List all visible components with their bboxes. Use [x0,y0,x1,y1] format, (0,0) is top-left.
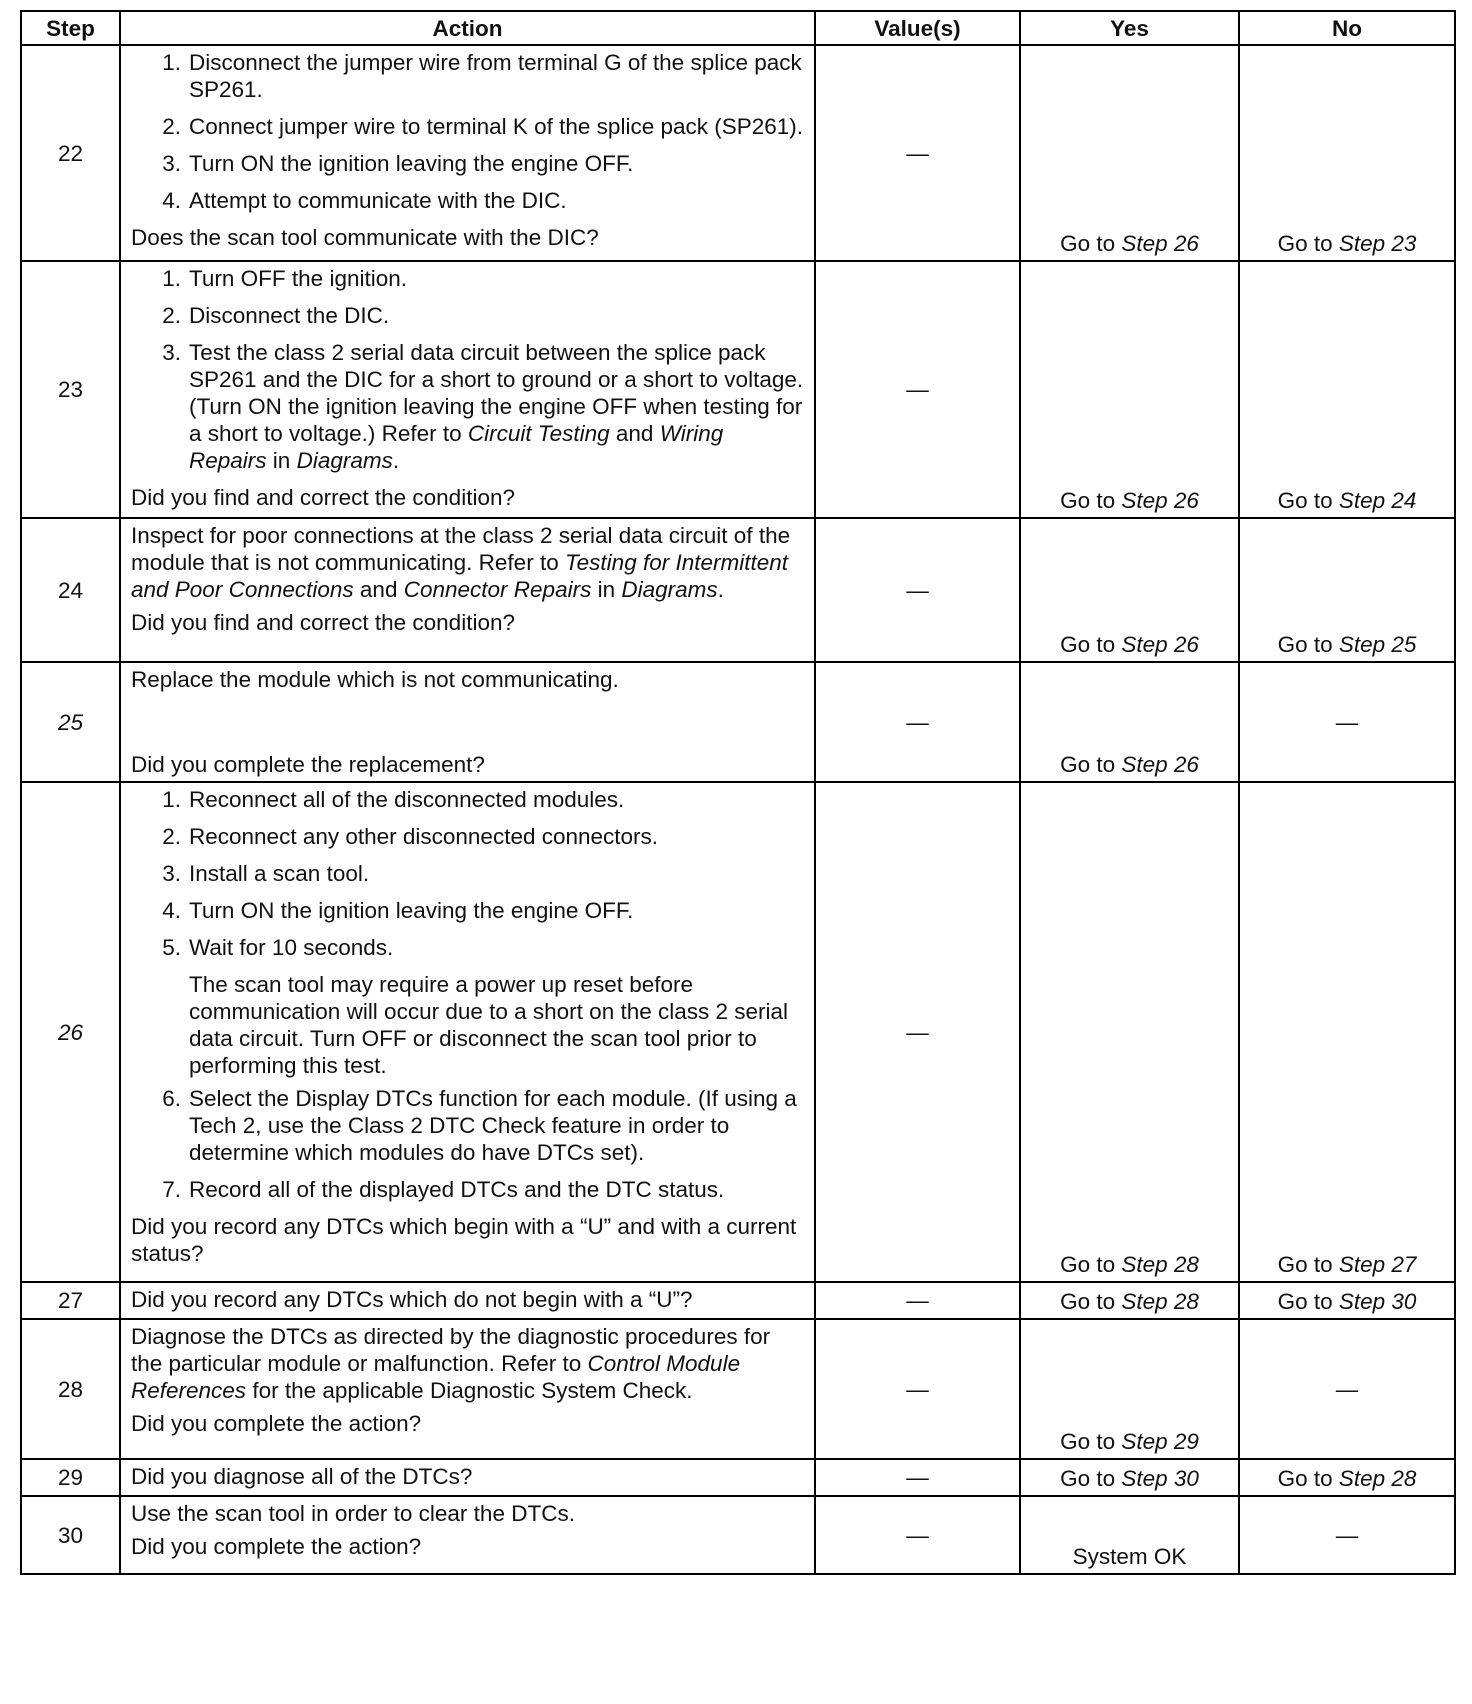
action-text: Inspect for poor connections at the class 2 serial data circuit of the module that is not communicating. Refer to Testing for Intermittent and Poor Connections and Connector Repairs in Diagrams. [131,523,791,602]
list-item: 5. Wait for 10 seconds. [162,935,394,960]
action-text: Replace the module which is not communicating. [131,667,619,692]
table-row [21,45,1455,261]
action-list [131,1085,806,1203]
list-item: 6. Select the Display DTCs function for each module. (If using a Tech 2, use the Class 2 DTC Check feature in order to determine which modules do have DTCs set). [162,1086,797,1165]
yes-cell: Go to Step 26 [1020,261,1239,518]
value-cell: — [815,1496,1020,1574]
yes-cell: Go to Step 29 [1020,1319,1239,1459]
step-number: 23 [21,261,120,518]
list-item: 2. Disconnect the DIC. [162,303,390,328]
action-list [131,786,806,961]
action-cell [120,1496,815,1574]
value-cell: — [815,518,1020,662]
table-row [21,261,1455,518]
step-number: 22 [21,45,120,261]
value-cell: — [815,782,1020,1282]
list-item: 3. Install a scan tool. [162,861,370,886]
step-number: 27 [21,1282,120,1319]
question-text: Did you diagnose all of the DTCs? [131,1464,473,1489]
no-cell: Go to Step 28 [1239,1459,1455,1496]
question-text: Did you record any DTCs which begin with a “U” and with a current status? [131,1214,797,1266]
value-cell: — [815,261,1020,518]
yes-cell: System OK [1020,1496,1239,1574]
header-no: No [1239,11,1455,45]
header-values: Value(s) [815,11,1020,45]
action-cell [120,1319,815,1459]
step-number: 24 [21,518,120,662]
list-item: 2. Connect jumper wire to terminal K of the splice pack (SP261). [162,114,804,139]
table-row [21,1282,1455,1319]
step-number: 28 [21,1319,120,1459]
no-cell: — [1239,1496,1455,1574]
list-item: 3. Test the class 2 serial data circuit between the splice pack SP261 and the DIC for a short to ground or a short to voltage. (Turn ON the ignition leaving the engine OFF when testing for a short to voltage.) Refer to Circuit Testing and Wiring Repairs in Diagrams. [162,340,804,473]
question-text: Did you complete the action? [131,1411,422,1436]
table-row [21,518,1455,662]
value-cell: — [815,662,1020,782]
action-cell [120,1459,815,1496]
diagnostic-table [20,10,1456,1575]
value-cell: — [815,45,1020,261]
header-yes: Yes [1020,11,1239,45]
action-cell [120,1282,815,1319]
list-item: 3. Turn ON the ignition leaving the engine OFF. [162,151,634,176]
question-text: Did you complete the action? [131,1534,422,1559]
step-number: 26 [21,782,120,1282]
no-cell: Go to Step 23 [1239,45,1455,261]
list-item: 4. Attempt to communicate with the DIC. [162,188,567,213]
value-cell: — [815,1282,1020,1319]
header-action: Action [120,11,815,45]
action-text: Use the scan tool in order to clear the DTCs. [131,1501,575,1526]
table-row [21,1319,1455,1459]
no-cell: Go to Step 24 [1239,261,1455,518]
list-item: 2. Reconnect any other disconnected connectors. [162,824,659,849]
list-item: 1. Disconnect the jumper wire from terminal G of the splice pack SP261. [162,50,802,102]
step-number: 29 [21,1459,120,1496]
no-cell: Go to Step 27 [1239,782,1455,1282]
action-list [131,49,806,214]
yes-cell: Go to Step 26 [1020,662,1239,782]
header-step: Step [21,11,120,45]
no-cell: — [1239,1319,1455,1459]
value-cell: — [815,1319,1020,1459]
yes-cell: Go to Step 28 [1020,1282,1239,1319]
no-cell: — [1239,662,1455,782]
action-list [131,265,806,474]
table-row [21,1459,1455,1496]
list-item: 1. Reconnect all of the disconnected modules. [162,787,625,812]
question-text: Did you complete the replacement? [131,752,485,777]
list-item: 4. Turn ON the ignition leaving the engine OFF. [162,898,634,923]
table-row [21,1496,1455,1574]
action-cell [120,662,815,782]
question-text: Did you find and correct the condition? [131,485,515,510]
list-item: 7. Record all of the displayed DTCs and the DTC status. [162,1177,725,1202]
action-cell [120,782,815,1282]
table-row [21,782,1455,1282]
yes-cell: Go to Step 28 [1020,782,1239,1282]
step-number: 30 [21,1496,120,1574]
action-text: Diagnose the DTCs as directed by the diagnostic procedures for the particular module or malfunction. Refer to Control Module References for the applicable Diagnostic System Check. [131,1324,771,1403]
action-cell [120,45,815,261]
action-cell [120,261,815,518]
value-cell: — [815,1459,1020,1496]
question-text: Did you record any DTCs which do not begin with a “U”? [131,1287,693,1312]
step-number: 25 [21,662,120,782]
no-cell: Go to Step 30 [1239,1282,1455,1319]
no-cell: Go to Step 25 [1239,518,1455,662]
question-text: Does the scan tool communicate with the DIC? [131,225,599,250]
yes-cell: Go to Step 26 [1020,518,1239,662]
yes-cell: Go to Step 26 [1020,45,1239,261]
question-text: Did you find and correct the condition? [131,610,515,635]
list-item: 1. Turn OFF the ignition. [162,266,408,291]
table-row [21,662,1455,782]
header-row [21,11,1455,45]
action-cell [120,518,815,662]
yes-cell: Go to Step 30 [1020,1459,1239,1496]
note-text: The scan tool may require a power up reset before communication will occur due to a short on the class 2 serial data circuit. Turn OFF or disconnect the scan tool prior to performing this test. [189,972,789,1078]
